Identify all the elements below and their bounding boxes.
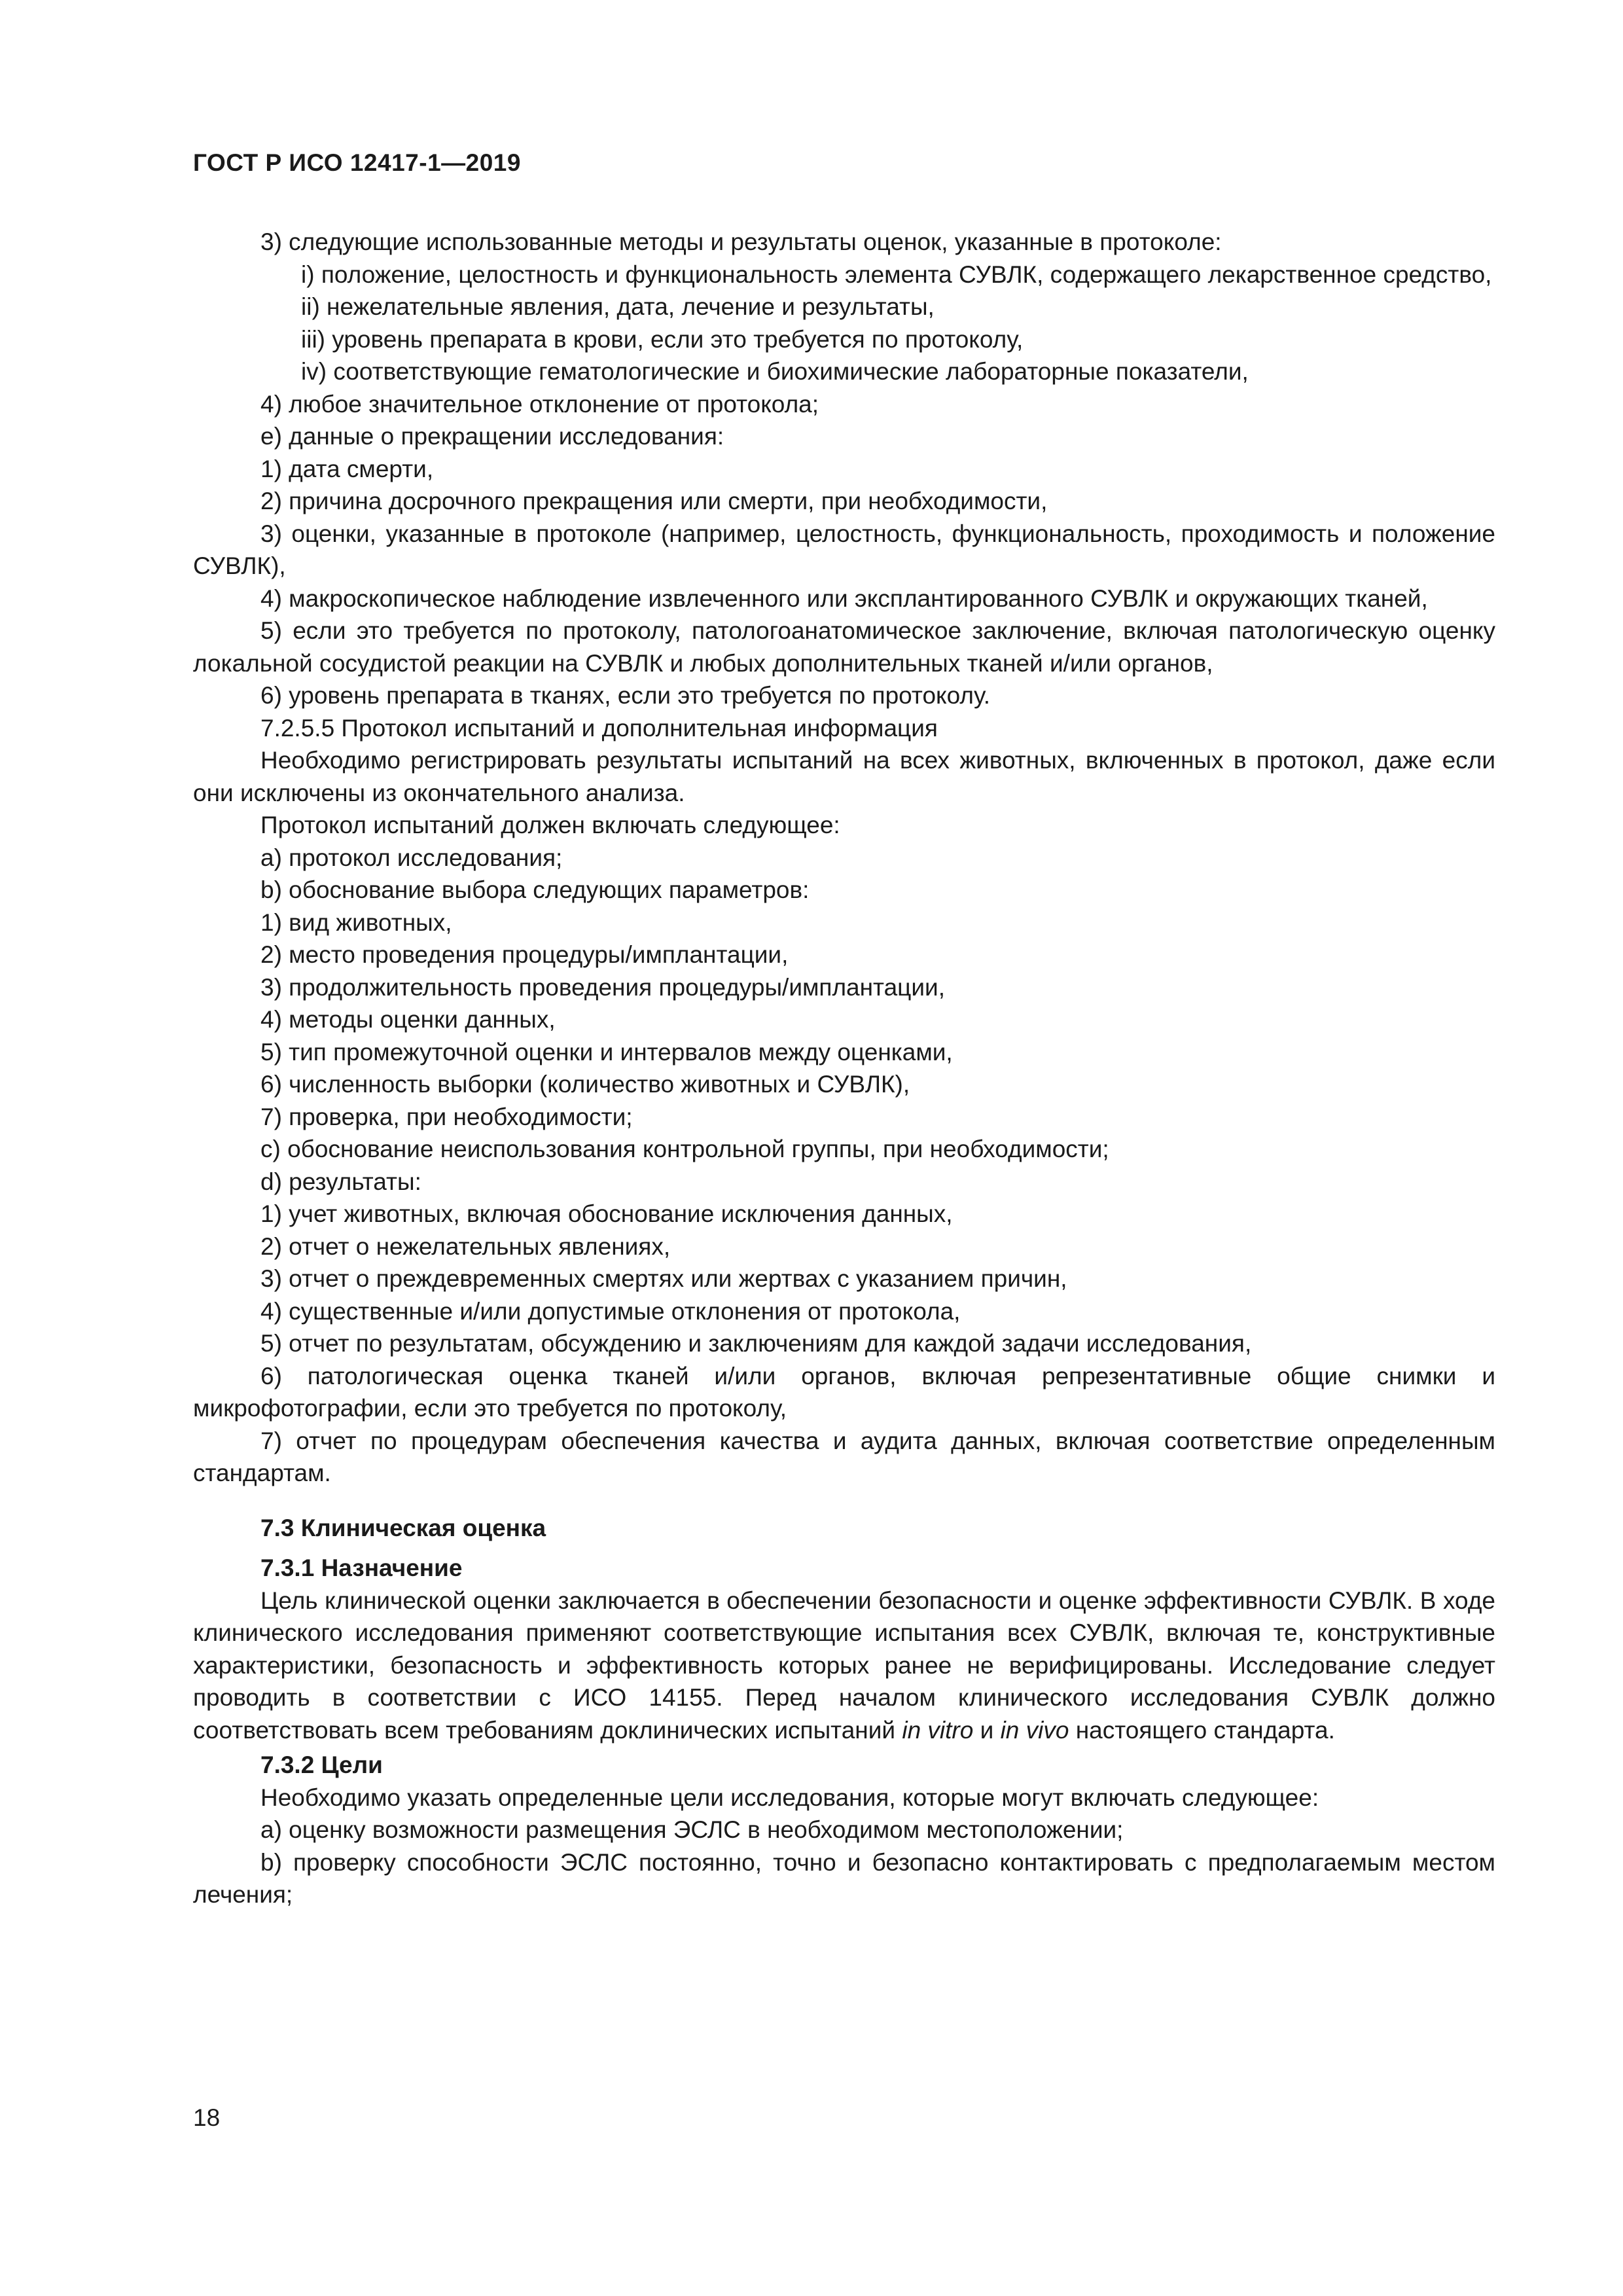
list-item: 6) уровень препарата в тканях, если это требуется по протоколу.: [260, 682, 991, 709]
list-item: iv) соответствующие гематологические и биохимические лабораторные показатели,: [301, 358, 1249, 385]
section-heading-7-3-1: 7.3.1 Назначение: [260, 1554, 463, 1581]
list-item: 5) тип промежуточной оценки и интервалов между оценками,: [260, 1038, 953, 1066]
list-item: a) протокол исследования;: [260, 844, 563, 871]
in-vitro-term: in vitro: [902, 1716, 974, 1744]
list-item: iii) уровень препарата в крови, если это требуется по протоколу,: [301, 325, 1024, 353]
in-vivo-term: in vivo: [1000, 1716, 1069, 1744]
list-item: 7) отчет по процедурам обеспечения качества и аудита данных, включая соответствие определенным стандартам.: [193, 1427, 1495, 1486]
document-header: ГОСТ Р ИСО 12417-1—2019: [193, 149, 521, 176]
list-item: 5) отчет по результатам, обсуждению и заключениям для каждой задачи исследования,: [260, 1330, 1252, 1357]
list-item: 1) вид животных,: [260, 908, 452, 936]
paragraph-7-3-2: Необходимо указать определенные цели исследования, которые могут включать следующее:: [260, 1784, 1319, 1811]
list-item: 4) существенные и/или допустимые отклонения от протокола,: [260, 1297, 961, 1325]
list-item: c) обоснование неиспользования контрольной группы, при необходимости;: [260, 1136, 1109, 1162]
clause-7-2-5-5-title: 7.2.5.5 Протокол испытаний и дополнительная информация: [260, 714, 938, 742]
list-item: 1) учет животных, включая обоснование исключения данных,: [260, 1200, 953, 1227]
paragraph: Необходимо регистрировать результаты испытаний на всех животных, включенных в протокол, даже если они исключены из окончательного анализа.: [193, 747, 1495, 806]
section-heading-7-3-2: 7.3.2 Цели: [260, 1751, 383, 1778]
conjunction: и: [980, 1716, 994, 1744]
list-item: 4) любое значительное отклонение от протокола;: [260, 390, 819, 418]
paragraph-text-end: настоящего стандарта.: [1075, 1716, 1335, 1744]
list-item: 4) макроскопическое наблюдение извлеченного или эксплантированного СУВЛК и окружающих тканей,: [260, 584, 1428, 612]
paragraph-text: Цель клинической оценки заключается в обеспечении безопасности и оценке эффективности СУВЛК. В ходе клинического исследования применяют соответствующие испытания всех СУВЛК, включая те, конструктивные характеристики, безопасность и эффективность которых ранее не верифицированы. Исследование следует проводить в соответствии с ИСО 14155. Перед началом клинического исследования СУВЛК должно соответствовать всем требованиям доклинических испытаний: [193, 1587, 1495, 1744]
page-number: 18: [193, 2104, 221, 2131]
list-item: 1) дата смерти,: [260, 455, 434, 482]
section-heading-7-3: 7.3 Клиническая оценка: [260, 1514, 546, 1541]
list-item: е) данные о прекращении исследования:: [260, 423, 724, 450]
paragraph-7-3-1: [193, 1585, 1495, 1747]
list-item: 6) патологическая оценка тканей и/или органов, включая репрезентативные общие снимки и микрофотографии, если это требуется по протоколу,: [193, 1362, 1495, 1422]
list-item: d) результаты:: [260, 1168, 421, 1195]
list-item: 3) продолжительность проведения процедуры/имплантации,: [260, 973, 945, 1001]
list-item: b) проверку способности ЭСЛС постоянно, точно и безопасно контактировать с предполагаемым местом лечения;: [193, 1848, 1495, 1908]
list-item: 3) следующие использованные методы и результаты оценок, указанные в протоколе:: [260, 228, 1222, 255]
list-item: 7) проверка, при необходимости;: [260, 1103, 633, 1130]
list-item: 2) причина досрочного прекращения или смерти, при необходимости,: [260, 488, 1048, 514]
list-item: 6) численность выборки (количество животных и СУВЛК),: [260, 1071, 910, 1098]
list-item: 5) если это требуется по протоколу, патологоанатомическое заключение, включая патологическую оценку локальной сосудистой реакции на СУВЛК и любых дополнительных тканей и/или органов,: [193, 617, 1495, 677]
list-item: a) оценку возможности размещения ЭСЛС в необходимом местоположении;: [260, 1816, 1124, 1843]
list-item: 2) место проведения процедуры/имплантации,: [260, 941, 789, 968]
list-item: b) обоснование выбора следующих параметров:: [260, 876, 810, 903]
page-body: [193, 226, 1495, 1911]
list-item: i) положение, целостность и функциональность элемента СУВЛК, содержащего лекарственное средство,: [301, 260, 1492, 288]
list-item: 3) оценки, указанные в протоколе (например, целостность, функциональность, проходимость и положение СУВЛК),: [193, 520, 1495, 579]
list-item: ii) нежелательные явления, дата, лечение и результаты,: [301, 293, 935, 320]
list-item: 4) методы оценки данных,: [260, 1006, 556, 1033]
paragraph: Протокол испытаний должен включать следующее:: [260, 812, 840, 838]
list-item: 3) отчет о преждевременных смертях или жертвах с указанием причин,: [260, 1265, 1067, 1292]
list-item: 2) отчет о нежелательных явлениях,: [260, 1232, 671, 1260]
